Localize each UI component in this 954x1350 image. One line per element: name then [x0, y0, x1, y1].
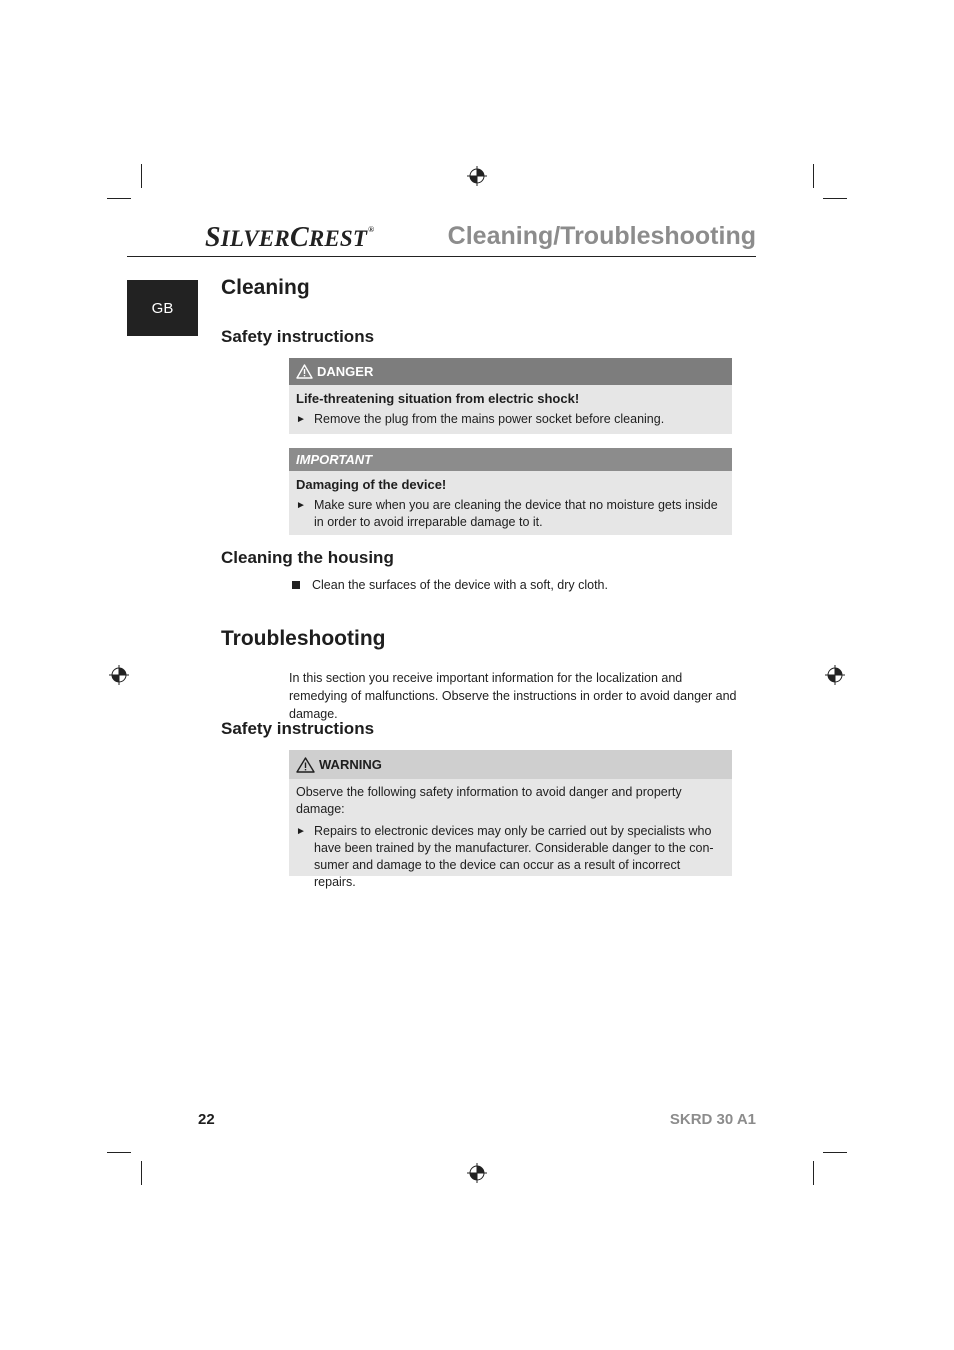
crop-mark — [107, 198, 131, 199]
important-label: IMPORTANT — [289, 448, 732, 471]
list-item: Clean the surfaces of the device with a soft, dry cloth. — [292, 578, 608, 592]
crop-mark — [813, 1161, 814, 1185]
troubleshooting-intro: In this section you receive important information for the localization and remedying of malfunctions. Observe the instructions in order to avoid danger and damage. — [289, 671, 737, 721]
warning-text: Observe the following safety information to avoid danger and property damage: — [296, 785, 682, 816]
crop-mark — [813, 164, 814, 188]
page-number: 22 — [198, 1111, 215, 1128]
crop-mark — [107, 1152, 131, 1153]
warning-label: WARNING — [319, 757, 382, 772]
list-item: ► Make sure when you are cleaning the device that no moisture gets inside in order to avoid irreparable damage to it. — [296, 498, 718, 529]
warning-triangle-icon — [296, 364, 313, 379]
list-item: ► Repairs to electronic devices may only be carried out by specialists who have been trained by the manufacturer. Considerable danger to the con-sumer and damage to the device can occur as a result of incorrect repairs. — [296, 824, 714, 889]
important-title: Damaging of the device! — [296, 477, 447, 492]
danger-label: DANGER — [317, 364, 374, 379]
section-heading-troubleshooting: Troubleshooting — [221, 627, 386, 650]
registration-mark-icon — [467, 166, 487, 186]
language-tab: GB — [127, 280, 198, 336]
list-item: ► Remove the plug from the mains power socket before cleaning. — [296, 412, 665, 426]
warning-notice — [289, 750, 732, 889]
arrow-right-icon: ► — [296, 500, 306, 511]
subheading-safety-instructions: Safety instructions — [221, 327, 375, 346]
square-bullet-icon — [292, 581, 300, 589]
registration-mark-icon — [825, 665, 845, 685]
subheading-cleaning-housing: Cleaning the housing — [221, 548, 394, 567]
subheading-safety-instructions: Safety instructions — [221, 719, 375, 738]
page-title: Cleaning/Troubleshooting — [447, 222, 756, 250]
danger-notice — [289, 358, 732, 434]
danger-title: Life-threatening situation from electric shock! — [296, 391, 580, 406]
header-divider — [127, 256, 756, 257]
arrow-right-icon: ► — [296, 414, 306, 425]
registration-mark-icon — [467, 1163, 487, 1183]
brand-logo: SILVERCREST® — [205, 222, 375, 253]
warning-triangle-icon — [296, 757, 315, 773]
crop-mark — [823, 198, 847, 199]
crop-mark — [141, 1161, 142, 1185]
section-heading-cleaning: Cleaning — [221, 276, 310, 299]
crop-mark — [141, 164, 142, 188]
warning-notice-header — [289, 750, 732, 779]
danger-notice-header — [289, 358, 732, 385]
arrow-right-icon: ► — [296, 826, 306, 837]
important-notice — [289, 448, 732, 535]
registration-mark-icon — [109, 665, 129, 685]
crop-mark — [823, 1152, 847, 1153]
model-number: SKRD 30 A1 — [669, 1111, 756, 1128]
